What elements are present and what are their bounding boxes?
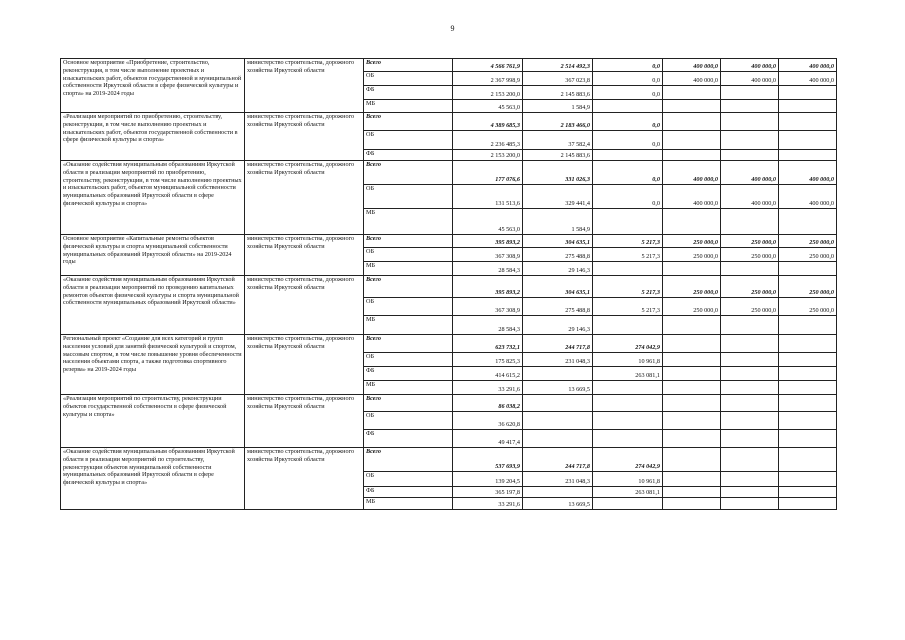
amount-cell-year-1: 139 204,5	[453, 472, 523, 487]
amount-cell-year-5	[721, 316, 779, 335]
amount-cell-year-1: 2 153 200,0	[453, 86, 523, 100]
amount-cell-year-1: 2 236 485,3	[453, 131, 523, 150]
amount-cell-year-3	[593, 316, 663, 335]
amount-cell-year-5: 400 000,0	[721, 185, 779, 209]
amount-cell-year-6	[779, 113, 837, 131]
amount-cell-year-4: 250 000,0	[663, 235, 721, 248]
amount-cell-year-5: 400 000,0	[721, 72, 779, 86]
funding-source-cell: МБ	[364, 316, 453, 335]
amount-cell-year-5	[721, 262, 779, 276]
amount-cell-year-2: 1 584,9	[523, 100, 593, 113]
amount-cell-year-6	[779, 131, 837, 150]
amount-cell-year-5	[721, 113, 779, 131]
amount-cell-year-3: 0,0	[593, 86, 663, 100]
amount-cell-year-2: 367 023,8	[523, 72, 593, 86]
activity-name: «Реализация мероприятий по строительству, реконструкции объектов государственной собственности в сфере физической культуры и спорта»	[63, 395, 227, 418]
funding-source-cell: ФБ	[364, 430, 453, 448]
amount-cell-year-6	[779, 381, 837, 395]
amount-cell-year-4	[663, 150, 721, 161]
amount-cell-year-3: 0,0	[593, 185, 663, 209]
amount-cell-year-5	[721, 100, 779, 113]
funding-source-cell: ОБ	[364, 185, 453, 209]
amount-cell-year-5: 400 000,0	[721, 59, 779, 72]
activity-name-cell	[61, 335, 245, 395]
funding-source-cell: Всего	[364, 235, 453, 248]
funding-source-cell: ФБ	[364, 367, 453, 381]
amount-cell-year-5	[721, 448, 779, 472]
executor-cell	[245, 161, 364, 235]
funding-source-cell: ОБ	[364, 412, 453, 430]
amount-cell-year-2: 304 635,1	[523, 276, 593, 298]
funding-source-cell: Всего	[364, 59, 453, 72]
amount-cell-year-6: 400 000,0	[779, 59, 837, 72]
amount-cell-year-3: 274 042,9	[593, 448, 663, 472]
table-row	[61, 161, 837, 185]
table-row	[61, 235, 837, 248]
amount-cell-year-6	[779, 487, 837, 498]
amount-cell-year-2: 304 635,1	[523, 235, 593, 248]
amount-cell-year-3: 5 217,3	[593, 276, 663, 298]
amount-cell-year-6: 400 000,0	[779, 72, 837, 86]
amount-cell-year-4	[663, 498, 721, 510]
amount-cell-year-3	[593, 430, 663, 448]
amount-cell-year-5	[721, 430, 779, 448]
executor-cell	[245, 276, 364, 335]
funding-source-cell: ФБ	[364, 150, 453, 161]
amount-cell-year-6	[779, 353, 837, 367]
amount-cell-year-1: 49 417,4	[453, 430, 523, 448]
executor-cell	[245, 448, 364, 510]
amount-cell-year-1: 2 367 998,9	[453, 72, 523, 86]
amount-cell-year-1: 33 291,6	[453, 498, 523, 510]
amount-cell-year-3: 5 217,3	[593, 248, 663, 262]
amount-cell-year-1: 33 291,6	[453, 381, 523, 395]
funding-source-cell: Всего	[364, 395, 453, 412]
amount-cell-year-2: 13 669,5	[523, 381, 593, 395]
executor-cell	[245, 335, 364, 395]
amount-cell-year-1: 4 566 761,9	[453, 59, 523, 72]
page-number: 9	[450, 24, 455, 33]
amount-cell-year-6	[779, 86, 837, 100]
funding-source-cell: ОБ	[364, 131, 453, 150]
funding-source-cell: ОБ	[364, 72, 453, 86]
executor-cell	[245, 59, 364, 113]
amount-cell-year-1: 2 153 200,0	[453, 150, 523, 161]
amount-cell-year-6	[779, 335, 837, 353]
amount-cell-year-2	[523, 367, 593, 381]
amount-cell-year-4	[663, 448, 721, 472]
amount-cell-year-1: 623 732,1	[453, 335, 523, 353]
amount-cell-year-2	[523, 395, 593, 412]
amount-cell-year-5	[721, 131, 779, 150]
activity-name-cell	[61, 276, 245, 335]
amount-cell-year-3	[593, 395, 663, 412]
amount-cell-year-1: 365 197,8	[453, 487, 523, 498]
funding-source-cell: ОБ	[364, 298, 453, 316]
amount-cell-year-4	[663, 316, 721, 335]
amount-cell-year-1: 367 308,9	[453, 248, 523, 262]
funding-source-cell: ОБ	[364, 248, 453, 262]
amount-cell-year-3	[593, 412, 663, 430]
amount-cell-year-3	[593, 100, 663, 113]
executor-cell	[245, 235, 364, 276]
amount-cell-year-3: 0,0	[593, 131, 663, 150]
amount-cell-year-1: 4 389 685,3	[453, 113, 523, 131]
amount-cell-year-5	[721, 487, 779, 498]
activity-name-cell	[61, 113, 245, 161]
amount-cell-year-2	[523, 487, 593, 498]
amount-cell-year-5	[721, 335, 779, 353]
amount-cell-year-4	[663, 381, 721, 395]
amount-cell-year-4: 250 000,0	[663, 248, 721, 262]
amount-cell-year-4: 400 000,0	[663, 59, 721, 72]
amount-cell-year-4	[663, 353, 721, 367]
amount-cell-year-6	[779, 150, 837, 161]
amount-cell-year-2: 29 146,3	[523, 262, 593, 276]
amount-cell-year-4	[663, 86, 721, 100]
table-row	[61, 113, 837, 131]
amount-cell-year-6	[779, 472, 837, 487]
funding-source-cell: Всего	[364, 335, 453, 353]
funding-source-cell: МБ	[364, 381, 453, 395]
executor-cell	[245, 395, 364, 448]
executor-name: министерство строительства, дорожного хозяйства Иркутской области	[247, 235, 355, 250]
amount-cell-year-3: 263 081,1	[593, 367, 663, 381]
amount-cell-year-5: 250 000,0	[721, 276, 779, 298]
amount-cell-year-1: 45 563,0	[453, 100, 523, 113]
amount-cell-year-5	[721, 498, 779, 510]
amount-cell-year-2: 244 717,8	[523, 335, 593, 353]
amount-cell-year-2: 244 717,8	[523, 448, 593, 472]
table-row	[61, 59, 837, 72]
amount-cell-year-3	[593, 381, 663, 395]
table-row	[61, 448, 837, 472]
activity-name: Региональный проект «Создание для всех категорий и групп населения условий для занятий физической культурой и спортом, массовым спортом, в том числе повышение уровня обеспеченности населения объектами спорта, а также подготовка спортивного резерва» на 2019-2024 годы	[63, 335, 242, 373]
amount-cell-year-6: 250 000,0	[779, 276, 837, 298]
amount-cell-year-1: 414 615,2	[453, 367, 523, 381]
amount-cell-year-2: 2 183 466,0	[523, 113, 593, 131]
table-row	[61, 276, 837, 298]
funding-source-cell: МБ	[364, 209, 453, 235]
amount-cell-year-4: 400 000,0	[663, 72, 721, 86]
budget-table	[60, 58, 837, 510]
activity-name-cell	[61, 448, 245, 510]
table-row	[61, 395, 837, 412]
amount-cell-year-1: 537 693,9	[453, 448, 523, 472]
amount-cell-year-2: 275 488,8	[523, 248, 593, 262]
amount-cell-year-6	[779, 209, 837, 235]
amount-cell-year-1: 395 893,2	[453, 235, 523, 248]
amount-cell-year-6	[779, 412, 837, 430]
amount-cell-year-6	[779, 367, 837, 381]
budget-table-body	[61, 59, 837, 510]
amount-cell-year-4	[663, 100, 721, 113]
amount-cell-year-3	[593, 150, 663, 161]
amount-cell-year-2	[523, 430, 593, 448]
amount-cell-year-3	[593, 262, 663, 276]
funding-source-cell: Всего	[364, 161, 453, 185]
executor-name: министерство строительства, дорожного хозяйства Иркутской области	[247, 161, 355, 176]
amount-cell-year-4: 250 000,0	[663, 298, 721, 316]
funding-source-cell: Всего	[364, 448, 453, 472]
amount-cell-year-4	[663, 412, 721, 430]
amount-cell-year-5	[721, 381, 779, 395]
amount-cell-year-3: 0,0	[593, 113, 663, 131]
amount-cell-year-5: 250 000,0	[721, 298, 779, 316]
amount-cell-year-2: 29 146,3	[523, 316, 593, 335]
executor-name: министерство строительства, дорожного хозяйства Иркутской области	[247, 395, 355, 410]
amount-cell-year-3: 0,0	[593, 72, 663, 86]
amount-cell-year-2: 1 584,9	[523, 209, 593, 235]
funding-source-cell: ФБ	[364, 487, 453, 498]
activity-name-cell	[61, 395, 245, 448]
amount-cell-year-6: 250 000,0	[779, 235, 837, 248]
funding-source-cell: ОБ	[364, 472, 453, 487]
amount-cell-year-2: 231 048,3	[523, 353, 593, 367]
amount-cell-year-3: 10 961,8	[593, 353, 663, 367]
amount-cell-year-4	[663, 209, 721, 235]
amount-cell-year-1: 28 584,3	[453, 316, 523, 335]
amount-cell-year-1: 131 513,6	[453, 185, 523, 209]
amount-cell-year-3: 263 081,1	[593, 487, 663, 498]
amount-cell-year-3: 0,0	[593, 59, 663, 72]
funding-source-cell: ОБ	[364, 353, 453, 367]
executor-name: министерство строительства, дорожного хозяйства Иркутской области	[247, 276, 355, 291]
amount-cell-year-6	[779, 448, 837, 472]
amount-cell-year-2	[523, 412, 593, 430]
amount-cell-year-5: 250 000,0	[721, 235, 779, 248]
amount-cell-year-2: 37 582,4	[523, 131, 593, 150]
activity-name-cell	[61, 59, 245, 113]
amount-cell-year-1: 175 825,3	[453, 353, 523, 367]
amount-cell-year-4: 250 000,0	[663, 276, 721, 298]
amount-cell-year-4: 400 000,0	[663, 185, 721, 209]
amount-cell-year-4	[663, 487, 721, 498]
amount-cell-year-5	[721, 395, 779, 412]
funding-source-cell: МБ	[364, 498, 453, 510]
amount-cell-year-6	[779, 395, 837, 412]
amount-cell-year-1: 177 076,6	[453, 161, 523, 185]
amount-cell-year-4	[663, 113, 721, 131]
amount-cell-year-2: 275 488,8	[523, 298, 593, 316]
amount-cell-year-2: 2 145 883,6	[523, 150, 593, 161]
amount-cell-year-3: 10 961,8	[593, 472, 663, 487]
funding-source-cell: Всего	[364, 276, 453, 298]
amount-cell-year-4	[663, 395, 721, 412]
amount-cell-year-3	[593, 209, 663, 235]
funding-source-cell: Всего	[364, 113, 453, 131]
executor-name: министерство строительства, дорожного хозяйства Иркутской области	[247, 59, 355, 74]
amount-cell-year-1: 45 563,0	[453, 209, 523, 235]
amount-cell-year-2: 13 669,5	[523, 498, 593, 510]
amount-cell-year-4	[663, 262, 721, 276]
amount-cell-year-3: 5 217,3	[593, 235, 663, 248]
table-row	[61, 335, 837, 353]
amount-cell-year-6	[779, 100, 837, 113]
activity-name: «Оказание содействия муниципальным образованиям Иркутской области в реализации мероприятий по приобретению, строительству, реконструкции, в том числе выполнению проектных и изыскательских работ, объектов муниципальной собственности муниципальных образований Иркутской области в сфере физической культуры и спорта»	[63, 161, 242, 207]
amount-cell-year-6	[779, 262, 837, 276]
amount-cell-year-6	[779, 430, 837, 448]
amount-cell-year-2: 2 145 883,6	[523, 86, 593, 100]
amount-cell-year-1: 36 620,8	[453, 412, 523, 430]
amount-cell-year-5	[721, 209, 779, 235]
amount-cell-year-4	[663, 335, 721, 353]
executor-cell	[245, 113, 364, 161]
amount-cell-year-1: 86 038,2	[453, 395, 523, 412]
activity-name: Основное мероприятие «Приобретение, строительство, реконструкция, в том числе выполнение проектных и изыскательских работ, объектов государственной и муниципальной собственности Иркутской области в сфере физической культуры и спорта» на 2019-2024 годы	[63, 59, 242, 97]
amount-cell-year-6: 400 000,0	[779, 185, 837, 209]
amount-cell-year-4	[663, 131, 721, 150]
amount-cell-year-5	[721, 472, 779, 487]
activity-name: «Реализация мероприятий по приобретению, строительству, реконструкции, в том числе выполнению проектных и изыскательских работ, объектов государственной собственности в сфере физической культуры и спорта»	[63, 113, 238, 144]
amount-cell-year-1: 367 308,9	[453, 298, 523, 316]
activity-name-cell	[61, 161, 245, 235]
amount-cell-year-3: 0,0	[593, 161, 663, 185]
funding-source-cell: МБ	[364, 262, 453, 276]
amount-cell-year-1: 395 893,2	[453, 276, 523, 298]
amount-cell-year-2: 2 514 492,3	[523, 59, 593, 72]
amount-cell-year-5	[721, 353, 779, 367]
amount-cell-year-5	[721, 412, 779, 430]
amount-cell-year-6	[779, 498, 837, 510]
executor-name: министерство строительства, дорожного хозяйства Иркутской области	[247, 448, 355, 463]
funding-source-cell: МБ	[364, 100, 453, 113]
amount-cell-year-5: 400 000,0	[721, 161, 779, 185]
amount-cell-year-1: 28 584,3	[453, 262, 523, 276]
amount-cell-year-2: 331 026,3	[523, 161, 593, 185]
activity-name: «Оказание содействия муниципальным образованиям Иркутской области в реализации мероприятий по строительству, реконструкции объектов муниципальной собственности муниципальных образований Иркутской области в сфере физической культуры и спорта»	[63, 448, 235, 486]
amount-cell-year-5	[721, 86, 779, 100]
amount-cell-year-2: 231 048,3	[523, 472, 593, 487]
activity-name: «Оказание содействия муниципальным образованиям Иркутской области в реализации мероприятий по проведению капитальных ремонтов объектов физической культуры и спорта муниципальной собственности муниципальных образований Иркутской области»	[63, 276, 239, 307]
amount-cell-year-5	[721, 150, 779, 161]
amount-cell-year-4	[663, 472, 721, 487]
amount-cell-year-6: 250 000,0	[779, 248, 837, 262]
activity-name: Основное мероприятие «Капитальные ремонты объектов физической культуры и спорта муниципальной собственности муниципальных образований Иркутской области» на 2019-2024 годы	[63, 235, 232, 266]
amount-cell-year-3	[593, 498, 663, 510]
amount-cell-year-4: 400 000,0	[663, 161, 721, 185]
funding-source-cell: ФБ	[364, 86, 453, 100]
amount-cell-year-2: 329 441,4	[523, 185, 593, 209]
executor-name: министерство строительства, дорожного хозяйства Иркутской области	[247, 113, 355, 128]
activity-name-cell	[61, 235, 245, 276]
amount-cell-year-5: 250 000,0	[721, 248, 779, 262]
amount-cell-year-5	[721, 367, 779, 381]
amount-cell-year-4	[663, 367, 721, 381]
amount-cell-year-3: 274 042,9	[593, 335, 663, 353]
amount-cell-year-6: 250 000,0	[779, 298, 837, 316]
amount-cell-year-6: 400 000,0	[779, 161, 837, 185]
amount-cell-year-4	[663, 430, 721, 448]
amount-cell-year-3: 5 217,3	[593, 298, 663, 316]
executor-name: министерство строительства, дорожного хозяйства Иркутской области	[247, 335, 355, 350]
amount-cell-year-6	[779, 316, 837, 335]
